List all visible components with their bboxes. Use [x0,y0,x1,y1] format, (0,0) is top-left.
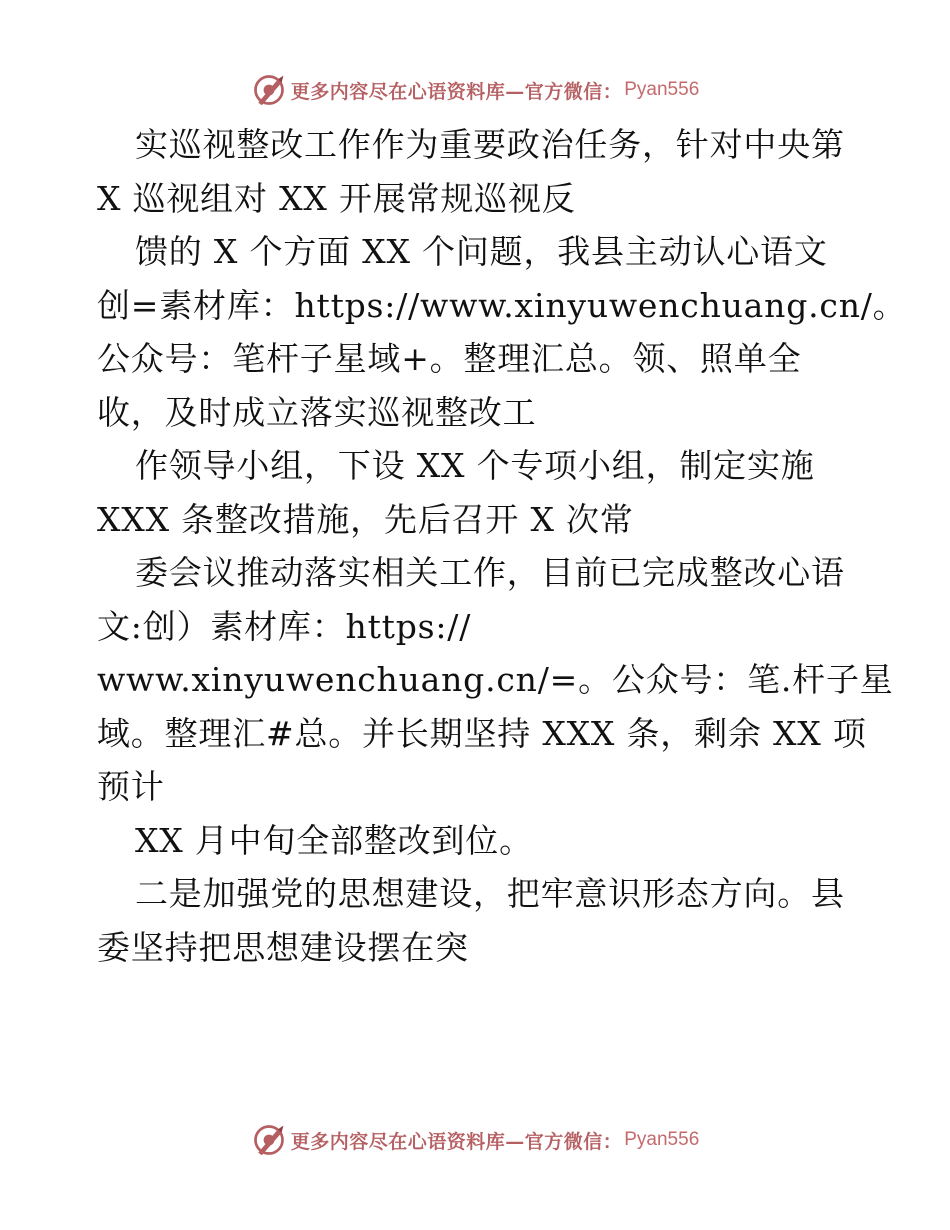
header-watermark-banner [0,70,950,110]
banner-text: 更多内容尽在心语资料库—官方微信： [290,80,623,103]
text-line: 域。整理汇#总。并长期坚持 XXX 条，剩余 XX 项 [97,713,867,753]
text-line: 收，及时成立落实巡视整改工 [97,392,537,432]
text-line: 预计 [97,767,165,806]
text-line: 公众号：笔杆子星域+。整理汇总。领、照单全 [97,339,802,378]
footer-watermark-banner [0,1120,950,1160]
text-line: www.xinyuwenchuang.cn/=。公众号：笔.杆子星 [97,660,894,699]
text-line: X 巡视组对 XX 开展常规巡视反 [97,178,576,218]
text-line: 文:创）素材库：https:// [97,606,472,646]
text-line: 创=素材库：https://www.xinyuwenchuang.cn/。 [97,285,907,325]
banner-wechat-id: Pyan556 [624,1129,700,1150]
text-line: 委坚持把思想建设摆在突 [97,927,469,967]
text-line: XXX 条整改措施，先后召开 X 次常 [97,499,634,539]
text-line: 作领导小组，下设 XX 个专项小组，制定实施 [135,446,815,485]
text-line: 实巡视整改工作作为重要政治任务，针对中央第 [135,125,845,164]
text-line: 委会议推动落实相关工作，目前已完成整改心语 [135,553,845,592]
banner-text: 更多内容尽在心语资料库—官方微信： [290,1130,623,1153]
text-line: XX 月中旬全部整改到位。 [135,820,533,860]
text-line: 馈的 X 个方面 XX 个问题，我县主动认心语文 [135,232,828,271]
text-line: 二是加强党的思想建设，把牢意识形态方向。县 [135,874,845,913]
pen-logo-icon [251,1122,287,1158]
document-body [97,118,907,974]
banner-wechat-id: Pyan556 [624,79,700,100]
pen-logo-icon [251,72,287,108]
